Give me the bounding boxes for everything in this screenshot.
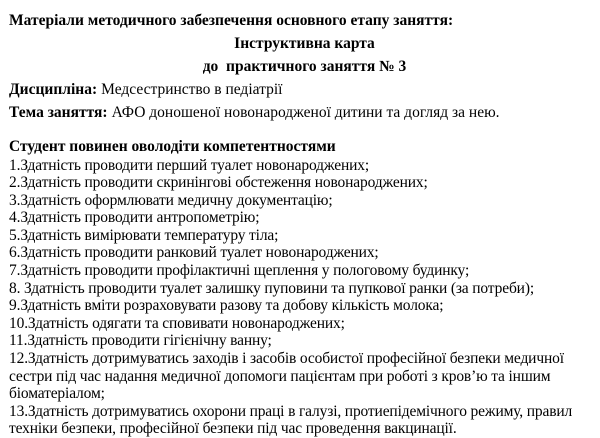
topic-line xyxy=(9,101,600,124)
competency-item-7: 7.Здатність проводити профілактичні щеплення у пологовому будинку; xyxy=(9,262,470,280)
competency-item-8: 8. Здатність проводити туалет залишку пуповини та пупкової ранки (за потреби); xyxy=(9,279,534,297)
competency-item-6: 6.Здатність проводити ранковий туалет новонароджених; xyxy=(9,244,379,262)
materials-heading: Матеріали методичного забезпечення основного етапу заняття: xyxy=(9,12,454,29)
competency-item-1: 1.Здатність проводити перший туалет новонароджених; xyxy=(9,156,369,174)
competency-item-2: 2.Здатність проводити скринінгові обстеження новонароджених; xyxy=(9,174,428,192)
competency-item-5: 5.Здатність вимірювати температуру тіла; xyxy=(9,226,279,244)
competency-item-11: 11.Здатність проводити гігієнічну ванну; xyxy=(9,332,272,350)
topic-label: Тема заняття: xyxy=(9,104,108,121)
discipline-label: Дисципліна: xyxy=(9,81,98,98)
lesson-number-subtitle: до практичного заняття № 3 xyxy=(202,58,407,75)
competency-item-3: 3.Здатність оформлювати медичну документацію; xyxy=(9,191,333,209)
competency-item-12: 12.Здатність дотримуватись заходів і засобів особистої професійної безпеки медичної сестри під час надання медичної допомоги пацієнтам при роботі з кров’ю та іншим біоматеріалом; xyxy=(9,350,564,403)
competency-item-9: 9.Здатність вміти розраховувати разову та добову кількість молока; xyxy=(9,297,444,315)
instruction-card-title: Інструктивна карта xyxy=(234,35,375,52)
discipline-value: Медсестринство в педіатрії xyxy=(101,81,283,98)
blank-line-spacer xyxy=(9,124,600,137)
competency-item-13: 13.Здатність дотримуватись охорони праці в галузі, протиепідемічного режиму, правил техніки безпеки, професійної безпеки під час проведення вакцинації. xyxy=(9,402,573,438)
discipline-line xyxy=(9,78,600,101)
competency-item-10: 10.Здатність одягати та сповивати новонароджених; xyxy=(9,314,345,332)
competency-item-4: 4.Здатність проводити антропометрію; xyxy=(9,209,260,227)
competencies-heading: Студент повинен оволодіти компетентностями xyxy=(9,137,336,155)
topic-value: АФО доношеної новонародженої дитини та догляд за нею. xyxy=(111,104,500,121)
